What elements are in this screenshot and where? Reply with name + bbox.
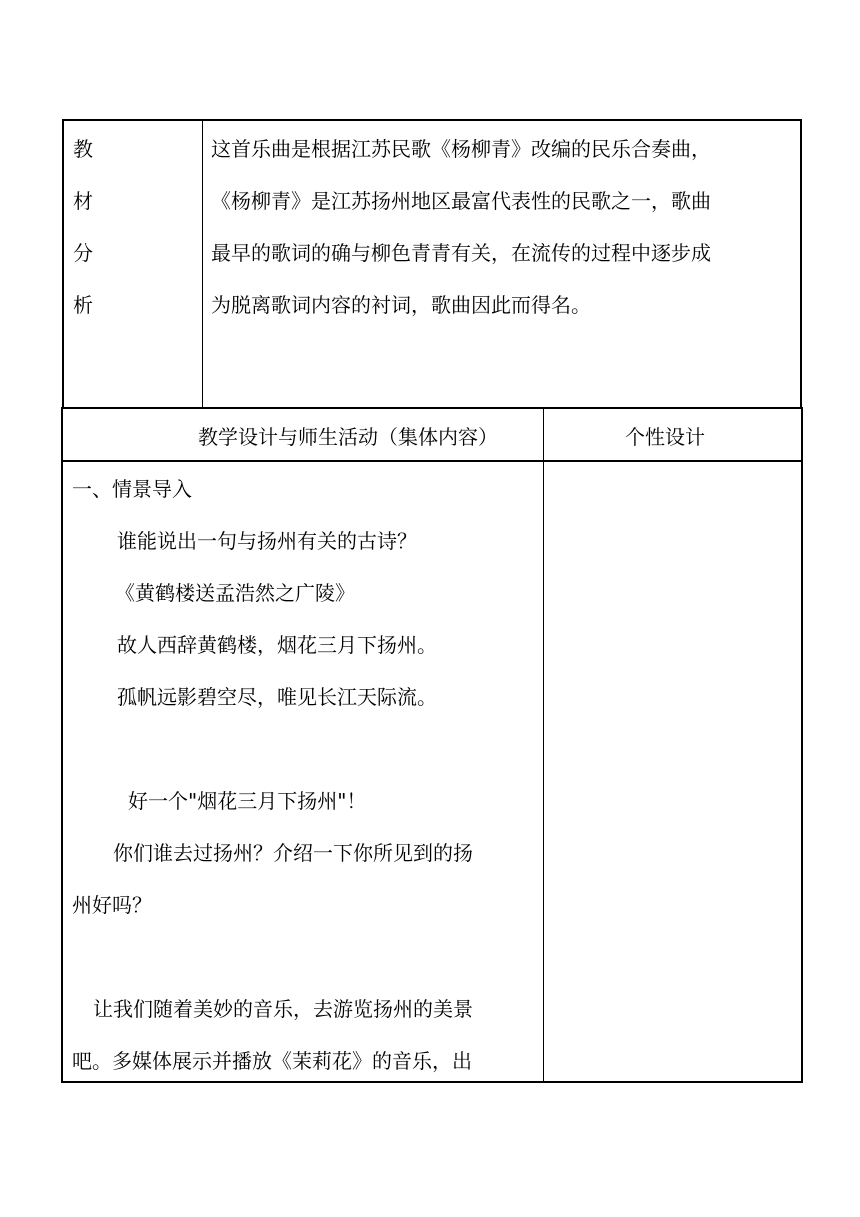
design-table-border-left bbox=[61, 407, 63, 1083]
analysis-text-line: 这首乐曲是根据江苏民歌《杨柳青》改编的民乐合奏曲， bbox=[211, 137, 711, 161]
ask-text-line: 州好吗？ bbox=[72, 893, 152, 917]
analysis-table-border-left bbox=[62, 119, 64, 409]
analysis-text-line: 为脱离歌词内容的衬词，歌曲因此而得名。 bbox=[211, 293, 591, 317]
music-text-line: 吧。多媒体展示并播放《茉莉花》的音乐，出 bbox=[72, 1049, 472, 1073]
section-title: 一、情景导入 bbox=[72, 477, 192, 501]
poem-line: 孤帆远影碧空尽，唯见长江天际流。 bbox=[117, 685, 437, 709]
poem-title: 《黄鹤楼送孟浩然之广陵》 bbox=[115, 581, 355, 605]
design-table-border-right bbox=[801, 407, 803, 1083]
design-table-column-divider bbox=[543, 407, 544, 1083]
question-text: 谁能说出一句与扬州有关的古诗？ bbox=[117, 529, 417, 553]
design-table-border-top bbox=[61, 407, 803, 409]
design-header-main: 教学设计与师生活动（集体内容） bbox=[198, 425, 498, 449]
analysis-label-char-3: 分 bbox=[73, 241, 93, 265]
analysis-label-char-2: 材 bbox=[73, 189, 93, 213]
analysis-table-divider bbox=[202, 119, 203, 409]
analysis-table-border-top bbox=[62, 119, 802, 121]
design-header-side: 个性设计 bbox=[625, 425, 705, 449]
poem-line: 故人西辞黄鹤楼，烟花三月下扬州。 bbox=[117, 633, 437, 657]
ask-text-line: 你们谁去过扬州？介绍一下你所见到的扬 bbox=[113, 841, 473, 865]
analysis-table-border-right bbox=[800, 119, 802, 409]
design-table-header-divider bbox=[61, 460, 803, 462]
music-text-line: 让我们随着美妙的音乐，去游览扬州的美景 bbox=[93, 997, 473, 1021]
analysis-text-line: 《杨柳青》是江苏扬州地区最富代表性的民歌之一，歌曲 bbox=[211, 189, 711, 213]
analysis-text-line: 最早的歌词的确与柳色青青有关，在流传的过程中逐步成 bbox=[211, 241, 711, 265]
analysis-label-char-1: 教 bbox=[73, 137, 93, 161]
design-table-border-bottom bbox=[61, 1081, 803, 1083]
analysis-label-char-4: 析 bbox=[73, 293, 93, 317]
exclaim-text: 好一个"烟花三月下扬州"！ bbox=[128, 789, 367, 813]
